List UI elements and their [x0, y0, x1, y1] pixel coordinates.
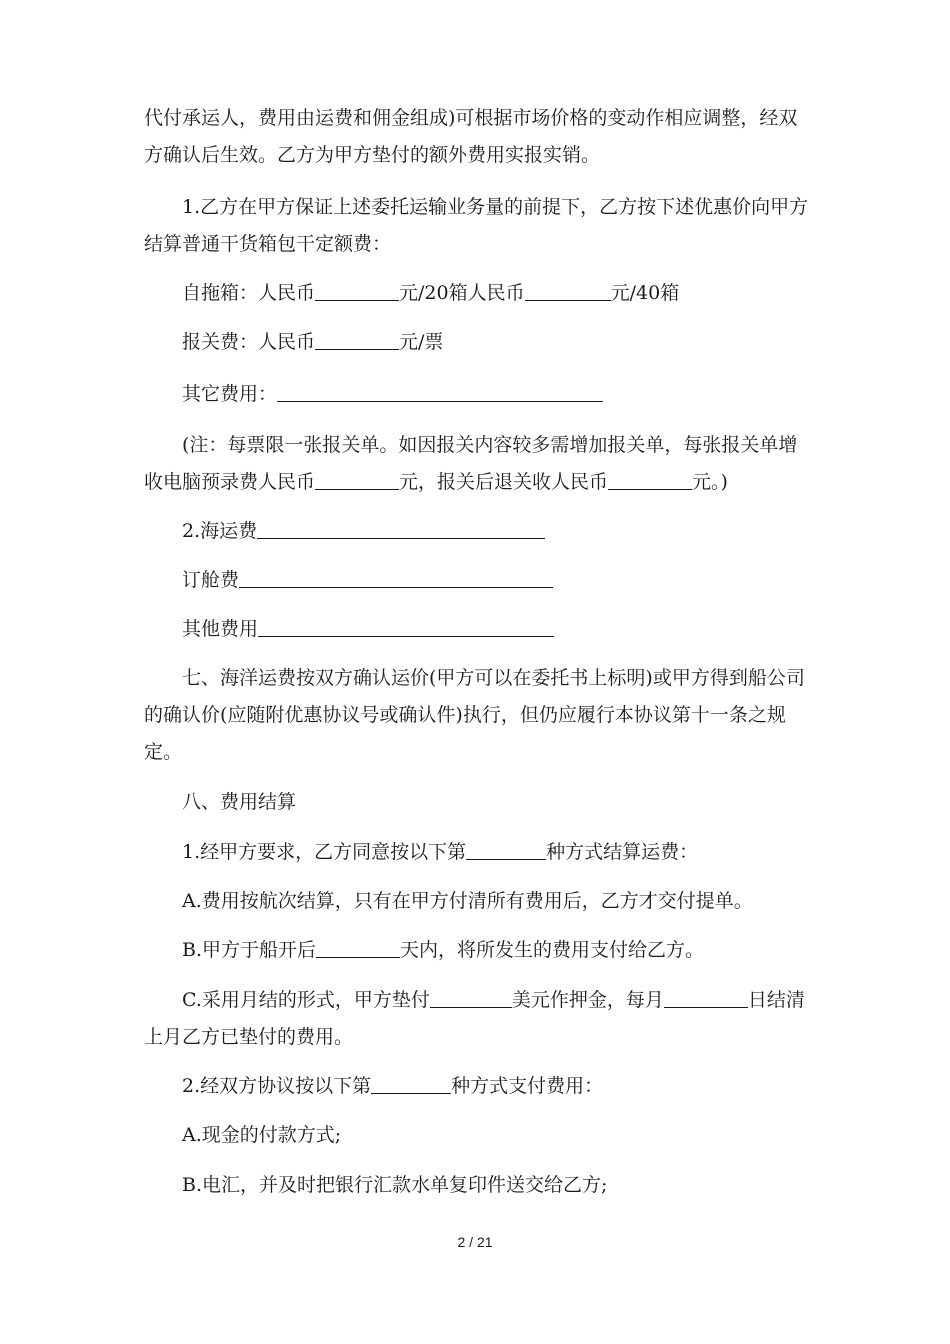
- paragraph-text: 代付承运人，费用由运费和佣金组成)可根据市场价格的变动作相应调整，经双方确认后生效。乙方为甲方垫付的额外费用实报实销。: [144, 107, 798, 166]
- paragraph-text: 七、海洋运费按双方确认运价(甲方可以在委托书上标明)或甲方得到船公司的确认价(应随附优惠协议号或确认件)执行，但仍应履行本协议第十一条之规定。: [144, 667, 805, 763]
- label-text: 天内，将所发生的费用支付给乙方。: [400, 939, 705, 961]
- option-b-days: [144, 932, 810, 969]
- label-text: 元/20箱人民币: [399, 282, 525, 304]
- label-text: C.采用月结的形式，甲方垫付: [182, 989, 430, 1011]
- label-text: 1.经甲方要求，乙方同意按以下第: [182, 841, 467, 863]
- line-booking-fee: [144, 562, 810, 599]
- line-settlement-method: [144, 834, 810, 871]
- line-other-fees: [144, 376, 810, 413]
- fill-blank[interactable]: [316, 937, 400, 958]
- label-text: 2.经双方协议按以下第: [182, 1075, 372, 1097]
- paragraph-fee-adjustment: [144, 100, 810, 174]
- label-text: 其它费用：: [182, 383, 278, 405]
- paragraph-discount-terms: [144, 189, 810, 263]
- paragraph-section-seven: [144, 660, 810, 771]
- fill-blank[interactable]: [525, 280, 611, 301]
- label-text: 其他费用: [182, 618, 259, 640]
- fill-blank[interactable]: [258, 616, 554, 637]
- line-self-towing: [144, 275, 810, 312]
- label-text: 2.海运费: [182, 520, 258, 542]
- option-a-voyage: [144, 883, 810, 920]
- fill-blank[interactable]: [371, 1073, 451, 1094]
- label-text: 种方式支付费用：: [451, 1075, 604, 1097]
- label-text: 元。): [692, 471, 728, 493]
- label-text: 报关费：人民币: [182, 331, 316, 353]
- label-text: 自拖箱：人民币: [182, 282, 316, 304]
- fill-blank[interactable]: [430, 987, 512, 1008]
- option-a-cash: [144, 1117, 810, 1154]
- fill-blank[interactable]: [315, 469, 399, 490]
- option-c-monthly: [144, 982, 810, 1056]
- heading-text: 八、费用结算: [182, 791, 297, 813]
- label-text: 元/40箱: [610, 282, 680, 304]
- line-payment-method: [144, 1068, 810, 1105]
- paragraph-text: 1.乙方在甲方保证上述委托运输业务量的前提下，乙方按下述优惠价向甲方结算普通干货箱包干定额费：: [144, 196, 809, 255]
- line-other-charges: [144, 611, 810, 648]
- label-text: 元，报关后退关收人民币: [399, 471, 609, 493]
- fill-blank[interactable]: [257, 518, 545, 539]
- label-text: 美元作押金，每月: [511, 989, 664, 1011]
- paragraph-text: A.现金的付款方式;: [182, 1124, 342, 1146]
- label-text: 种方式结算运费：: [546, 841, 699, 863]
- label-text: B.甲方于船开后: [182, 939, 317, 961]
- fill-blank[interactable]: [315, 329, 399, 350]
- paragraph-text: B.电汇，并及时把银行汇款水单复印件送交给乙方;: [182, 1174, 608, 1196]
- fill-blank[interactable]: [315, 280, 399, 301]
- label-text: 元/票: [399, 331, 444, 353]
- line-sea-freight: [144, 513, 810, 550]
- fill-blank[interactable]: [466, 839, 546, 860]
- fill-blank[interactable]: [277, 381, 603, 402]
- label-text: (注：每票限一张报关单。如因报关内容较多需增加报关单，每张报关单增收电脑预录费人民币: [144, 434, 798, 493]
- option-b-wire: [144, 1167, 810, 1204]
- fill-blank[interactable]: [664, 987, 748, 1008]
- label-text: 订舱费: [182, 569, 240, 591]
- heading-section-eight: [144, 784, 810, 821]
- paragraph-note: [144, 427, 810, 501]
- label-text: 日结清上月乙方已垫付的费用。: [144, 989, 805, 1048]
- page-number: 2 / 21: [457, 1234, 493, 1250]
- line-customs-fee: [144, 324, 810, 361]
- fill-blank[interactable]: [608, 469, 692, 490]
- paragraph-text: A.费用按航次结算，只有在甲方付清所有费用后，乙方才交付提单。: [182, 890, 753, 912]
- fill-blank[interactable]: [239, 567, 553, 588]
